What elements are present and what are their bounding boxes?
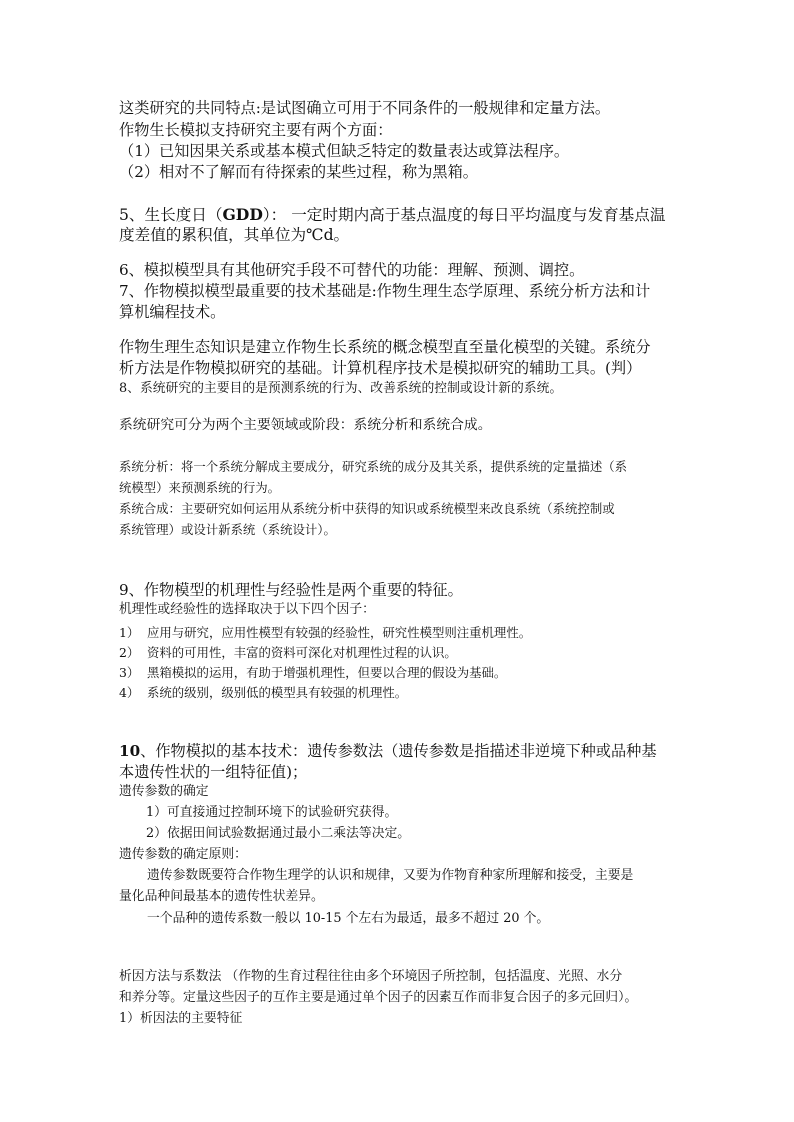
text-line: 遗传参数的确定 <box>119 784 209 799</box>
list-number: 3） <box>119 665 140 680</box>
text-line: 作物生理生态知识是建立作物生长系统的概念模型直至量化模型的关键。系统分 <box>119 338 651 356</box>
text-line: 统模型）来预测系统的行为。 <box>119 480 281 495</box>
text-line: 作物生长模拟支持研究主要有两个方面： <box>119 121 393 139</box>
list-item <box>119 646 457 660</box>
heading-number: 10 <box>119 742 141 760</box>
list-item <box>119 686 407 700</box>
list-text: 应用与研究，应用性模型有较强的经验性，研究性模型则注重机理性。 <box>147 625 532 640</box>
text-line: 度差值的累积值，其单位为℃d。 <box>119 226 350 244</box>
text-line: 这类研究的共同特点:是试图确立可用于不同条件的一般规律和定量方法。 <box>119 99 611 117</box>
text-line: 1）析因法的主要特征 <box>119 1011 243 1026</box>
text-line: 系统分析：将一个系统分解成主要成分，研究系统的成分及其关系，提供系统的定量描述（系 <box>119 459 628 474</box>
text-line: 9、作物模型的机理性与经验性是两个重要的特征。 <box>119 581 463 599</box>
text-line: 机理性或经验性的选择取决于以下四个因子： <box>119 602 375 617</box>
list-item <box>119 666 506 680</box>
text-line: 6、模拟模型具有其他研究手段不可替代的功能：理解、预测、调控。 <box>119 261 585 279</box>
text-line: 析因方法与系数法 （作物的生育过程往往由多个环境因子所控制，包括温度、光照、水分 <box>119 969 623 984</box>
text-line: 2）依据田间试验数据通过最小二乘法等决定。 <box>146 826 411 841</box>
heading-bold-term: GDD <box>222 205 263 224</box>
heading-genetic-params <box>119 743 657 760</box>
list-number: 1） <box>119 625 140 640</box>
list-number: 4） <box>119 685 140 700</box>
text-line: 系统合成：主要研究如何运用从系统分析中获得的知识或系统模型来改良系统（系统控制或 <box>119 501 615 516</box>
list-text: 黑箱模拟的运用，有助于增强机理性，但要以合理的假设为基础。 <box>147 665 507 680</box>
text-line: 算机编程技术。 <box>119 303 226 321</box>
heading-gdd <box>119 206 665 224</box>
text-line: 和养分等。定量这些因子的互作主要是通过单个因子的因素互作而非复合因子的多元回归）。 <box>119 990 638 1005</box>
text-line: 量化品种间最基本的遗传性状差异。 <box>119 889 324 904</box>
text-line: 本遗传性状的一组特征值)； <box>119 763 308 781</box>
text-line: 7、作物模拟模型最重要的技术基础是:作物生理生态学原理、系统分析方法和计 <box>119 282 651 300</box>
text-line: 析方法是作物模拟研究的基础。计算机程序技术是模拟研究的辅助工具。(判） <box>119 359 642 377</box>
heading-text: ）： 一定时期内高于基点温度的每日平均温度与发育基点温 <box>262 206 666 224</box>
text-line: 8、系统研究的主要目的是预测系统的行为、改善系统的控制或设计新的系统。 <box>119 381 563 396</box>
list-item <box>119 626 531 640</box>
text-line: 系统管理）或设计新系统（系统设计）。 <box>119 522 336 537</box>
heading-prefix: 5、生长度日（ <box>119 206 223 224</box>
text-line: 遗传参数既要符合作物生理学的认识和规律，又要为作物育种家所理解和接受，主要是 <box>147 868 634 883</box>
text-line: 遗传参数的确定原则： <box>119 847 247 862</box>
text-line: （1）已知因果关系或基本模式但缺乏特定的数量表达或算法程序。 <box>119 142 570 160</box>
text-line: 系统研究可分为两个主要领域或阶段：系统分析和系统合成。 <box>119 417 492 433</box>
heading-text: 、作物模拟的基本技术：遗传参数法（遗传参数是指描述非逆境下种或品种基 <box>140 742 657 760</box>
list-number: 2） <box>119 645 140 660</box>
text-line: 一个品种的遗传系数一般以 10-15 个左右为最适，最多不超过 20 个。 <box>147 911 550 926</box>
text-line: 1）可直接通过控制环境下的试验研究获得。 <box>146 805 398 820</box>
text-line: （2）相对不了解而有待探索的某些过程，称为黑箱。 <box>119 163 478 181</box>
list-text: 系统的级别，级别低的模型具有较强的机理性。 <box>147 685 408 700</box>
list-text: 资料的可用性，丰富的资料可深化对机理性过程的认识。 <box>147 645 457 660</box>
